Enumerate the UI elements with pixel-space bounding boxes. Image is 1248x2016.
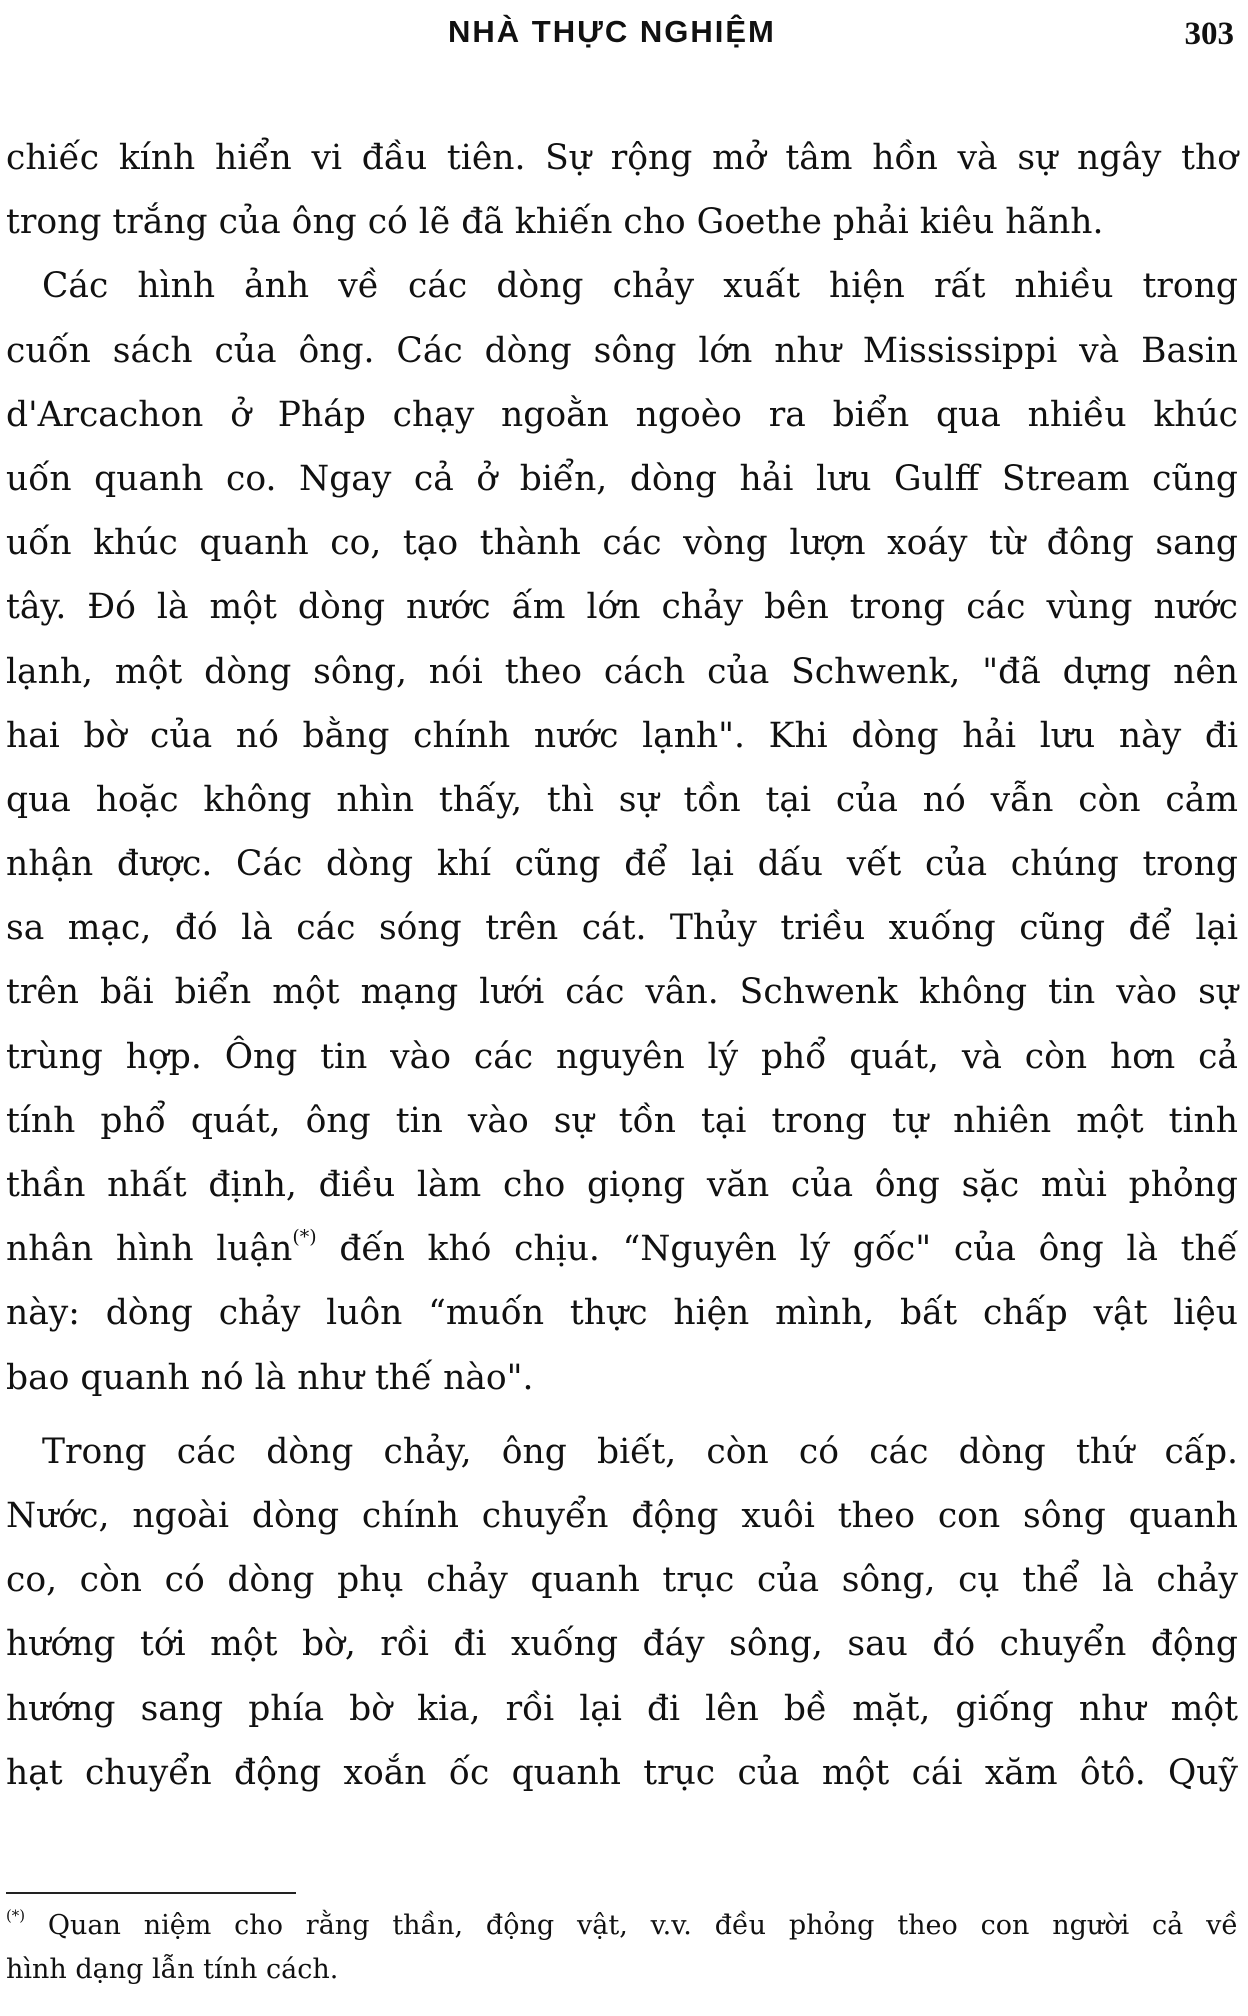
paragraph-2 — [6, 254, 1238, 1409]
text-line: tính phổ quát, ông tin vào sự tồn tại trong tự nhiên một tinh — [6, 1100, 1238, 1141]
text-line: hạt chuyển động xoắn ốc quanh trục của một cái xăm ôtô. Quỹ — [6, 1752, 1238, 1793]
text-line: tây. Đó là một dòng nước ấm lớn chảy bên trong các vùng nước — [6, 587, 1238, 628]
running-head — [0, 14, 1248, 64]
text-line: này: dòng chảy luôn “muốn thực hiện mình, bất chấp vật liệu — [6, 1293, 1238, 1334]
text-line: cuốn sách của ông. Các dòng sông lớn như Mississippi và Basin — [6, 330, 1238, 371]
text-line: bao quanh nó là như thế nào". — [6, 1357, 534, 1398]
text-line: hướng tới một bờ, rồi đi xuống đáy sông, sau đó chuyển động — [6, 1624, 1238, 1665]
text-line-with-note — [6, 1217, 1238, 1281]
text-fragment: nhân hình luận — [6, 1229, 293, 1270]
text-line: Nước, ngoài dòng chính chuyển động xuôi theo con sông quanh — [6, 1495, 1238, 1536]
text-line: hướng sang phía bờ kia, rồi lại đi lên bề mặt, giống như một — [6, 1688, 1238, 1729]
footnote-reference[interactable]: (*) — [292, 1226, 317, 1249]
footnote-line: hình dạng lẫn tính cách. — [6, 1954, 339, 1985]
text-line: uốn khúc quanh co, tạo thành các vòng lượn xoáy từ đông sang — [6, 523, 1238, 564]
text-line: sa mạc, đó là các sóng trên cát. Thủy triều xuống cũng để lại — [6, 908, 1238, 949]
paragraph-3 — [6, 1420, 1238, 1805]
text-line: qua hoặc không nhìn thấy, thì sự tồn tại của nó vẫn còn cảm — [6, 779, 1238, 820]
footnote — [6, 1904, 1238, 1992]
page-number: 303 — [1184, 16, 1234, 52]
footnote-marker: (*) — [6, 1906, 26, 1925]
text-line: trùng hợp. Ông tin vào các nguyên lý phổ quát, và còn hơn cả — [6, 1036, 1238, 1077]
footnote-line — [6, 1904, 1238, 1948]
text-line: lạnh, một dòng sông, nói theo cách của Schwenk, "đã dựng nên — [6, 651, 1238, 692]
text-line: Trong các dòng chảy, ông biết, còn có các dòng thứ cấp. — [42, 1431, 1238, 1472]
text-line: chiếc kính hiển vi đầu tiên. Sự rộng mở tâm hồn và sự ngây thơ — [6, 138, 1238, 178]
text-line: hai bờ của nó bằng chính nước lạnh". Khi dòng hải lưu này đi — [6, 715, 1238, 756]
text-line: trên bãi biển một mạng lưới các vân. Schwenk không tin vào sự — [6, 972, 1238, 1013]
footnote-divider — [6, 1892, 296, 1894]
body-text — [6, 126, 1238, 1805]
paragraph-spacer — [6, 1410, 1238, 1420]
text-line: d'Arcachon ở Pháp chạy ngoằn ngoèo ra biển qua nhiều khúc — [6, 394, 1238, 435]
footnote-text: Quan niệm cho rằng thần, động vật, v.v. đều phỏng theo con người cả về — [25, 1910, 1238, 1941]
text-line: nhận được. Các dòng khí cũng để lại dấu vết của chúng trong — [6, 844, 1238, 885]
running-title: NHÀ THỰC NGHIỆM — [448, 14, 776, 49]
text-fragment: đến khó chịu. “Nguyên lý gốc" của ông là thế — [316, 1229, 1238, 1270]
paragraph-1 — [6, 126, 1238, 254]
text-line: Các hình ảnh về các dòng chảy xuất hiện rất nhiều trong — [42, 266, 1238, 307]
text-line: thần nhất định, điều làm cho giọng văn của ông sặc mùi phỏng — [6, 1165, 1238, 1205]
text-line: trong trắng của ông có lẽ đã khiến cho Goethe phải kiêu hãnh. — [6, 202, 1104, 243]
text-line: uốn quanh co. Ngay cả ở biển, dòng hải lưu Gulff Stream cũng — [6, 458, 1238, 499]
text-line: co, còn có dòng phụ chảy quanh trục của sông, cụ thể là chảy — [6, 1560, 1238, 1601]
